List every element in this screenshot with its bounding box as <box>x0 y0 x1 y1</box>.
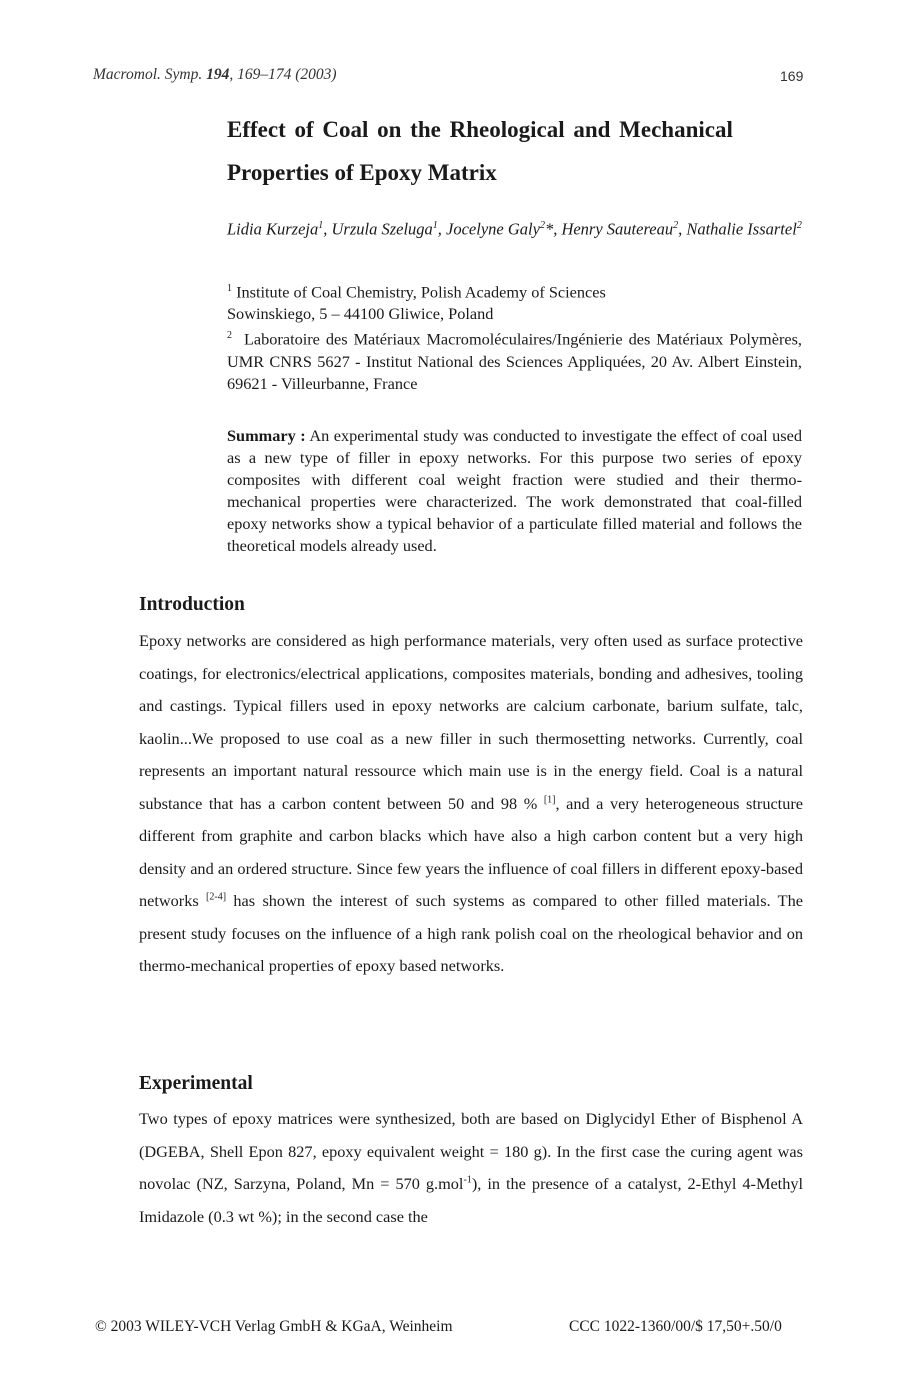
introduction-text-3: has shown the interest of such systems as compared to other filled materials. The present study focuses on the influence of a high rank polish coal on the rheological behavior and on thermo-mechanical properties of epoxy based networks. <box>139 891 803 975</box>
author-separator: *, <box>544 219 562 239</box>
citation-ref: [1] <box>543 794 556 806</box>
author-name: Jocelyne Galy <box>446 219 540 239</box>
journal-pages-year: , 169–174 (2003) <box>229 66 337 83</box>
journal-citation <box>93 66 337 84</box>
section-heading-introduction: Introduction <box>139 594 245 615</box>
unit-exponent: -1 <box>463 1174 472 1186</box>
author-affiliation-mark: 2 <box>796 220 802 231</box>
journal-volume: 194 <box>206 66 230 83</box>
affiliation-1-line-2: Sowinskiego, 5 – 44100 Gliwice, Poland <box>227 304 494 324</box>
affiliation-mark: 2 <box>227 330 232 342</box>
summary <box>227 425 802 557</box>
author-name: Urzula Szeluga <box>331 219 433 239</box>
affiliation-1 <box>227 278 802 303</box>
author-separator: , <box>437 219 447 239</box>
title-line-2: Properties of Epoxy Matrix <box>227 160 497 185</box>
affiliation-1-line-1: Institute of Coal Chemistry, Polish Academy of Sciences <box>236 282 606 302</box>
author-list <box>227 215 802 240</box>
affiliation-mark: 1 <box>227 283 232 294</box>
author-separator: , <box>678 219 683 239</box>
affiliation-2 <box>227 325 802 394</box>
introduction-text-2: , and a very heterogeneous structure different from graphite and carbon blacks which have also a high carbon content but a very high density and an ordered structure. Since few years the influence of coal fillers in different epoxy-based networks <box>139 793 803 910</box>
affiliations <box>227 278 802 395</box>
author-affiliation-mark: 2 <box>539 220 545 231</box>
copyright-notice: © 2003 WILEY-VCH Verlag GmbH & KGaA, Weinheim <box>95 1318 453 1335</box>
author-affiliation-mark: 2 <box>673 220 679 231</box>
author-name: Lidia Kurzeja <box>227 219 319 239</box>
ccc-code: CCC 1022-1360/00/$ 17,50+.50/0 <box>569 1318 782 1335</box>
author-affiliation-mark: 1 <box>432 220 438 231</box>
page-number: 169 <box>780 68 804 84</box>
author-separator: , <box>323 219 332 239</box>
affiliation-2-text: Laboratoire des Matériaux Macromoléculaires/Ingénierie des Matériaux Polymères, UMR CNRS 5627 - Institut National des Sciences Appliquées, 20 Av. Albert Einstein, 69621 - Villeurbanne, France <box>227 329 802 393</box>
title-line-1: Effect of Coal on the Rheological and Mechanical <box>227 117 733 142</box>
author-name: Nathalie Issartel <box>686 219 797 239</box>
author-affiliation-mark: 1 <box>318 220 324 231</box>
introduction-paragraph <box>139 625 803 983</box>
experimental-paragraph <box>139 1103 803 1233</box>
introduction-text-1: Epoxy networks are considered as high performance materials, very often used as surface protective coatings, for electronics/electrical applications, composites materials, bonding and adhesives, tooling and castings. Typical fillers used in epoxy networks are calcium carbonate, barium sulfate, talc, kaolin...We proposed to use coal as a new filler in such thermosetting networks. Currently, coal represents an important natural ressource which main use is in the energy field. Coal is a natural substance that has a carbon content between 50 and 98 % <box>139 631 803 813</box>
experimental-text-2: ), in the presence of a catalyst, 2-Ethyl 4-Methyl Imidazole (0.3 wt %); in the second case the <box>139 1174 803 1226</box>
citation-ref: [2-4] <box>206 891 227 903</box>
summary-label: Summary : <box>227 426 306 445</box>
paper-title <box>227 108 807 194</box>
section-heading-experimental: Experimental <box>139 1073 253 1094</box>
summary-text: An experimental study was conducted to investigate the effect of coal used as a new type of filler in epoxy networks. For this purpose two series of epoxy composites with different coal weight fraction were studied and their thermo-mechanical properties were characterized. The work demonstrated that coal-filled epoxy networks show a typical behavior of a particulate filled material and follows the theoretical models already used. <box>227 426 802 555</box>
journal-name: Macromol. Symp. <box>93 66 203 83</box>
experimental-text-1: Two types of epoxy matrices were synthesized, both are based on Diglycidyl Ether of Bisphenol A (DGEBA, Shell Epon 827, epoxy equivalent weight = 180 g). In the first case the curing agent was novolac (NZ, Sarzyna, Poland, Mn = 570 g.mol <box>139 1109 803 1193</box>
author-name: Henry Sautereau <box>561 219 674 239</box>
